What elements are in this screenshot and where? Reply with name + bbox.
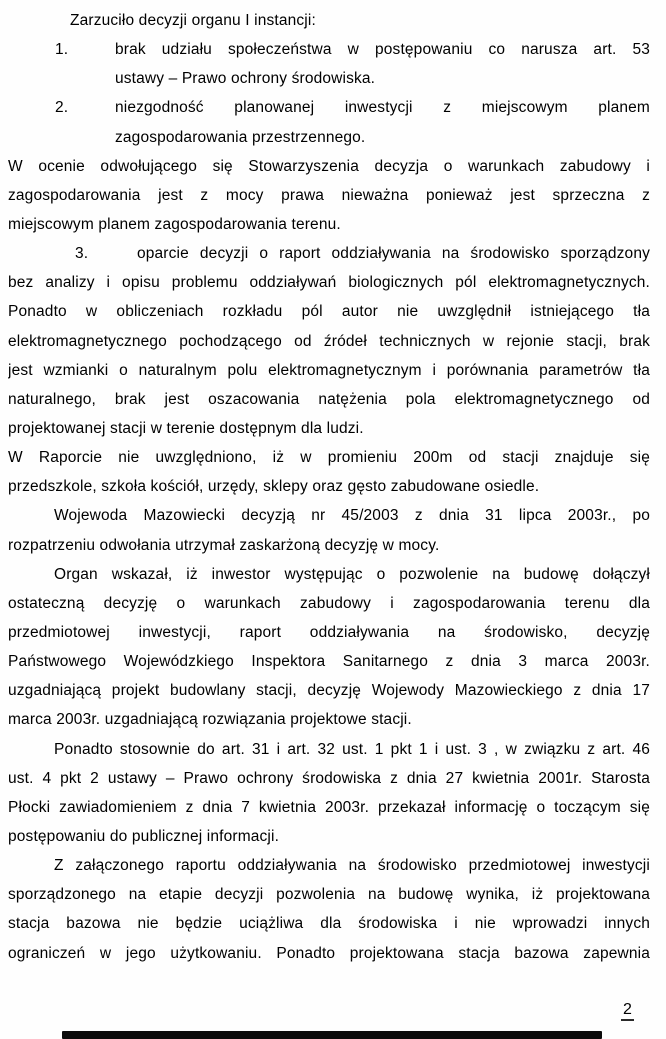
line-text: Zarzuciło decyzji organu I instancji: <box>70 12 316 29</box>
text-line <box>8 618 650 647</box>
line-text: naturalnego, brak jest oszacowania natężenia pola elektromagnetycznego od <box>8 390 650 408</box>
line-text: oparcie decyzji o raport oddziaływania na środowisko sporządzony <box>137 245 650 263</box>
text-line <box>8 268 650 297</box>
text-line <box>8 443 650 472</box>
line-text: projektowanej stacji w terenie dostępnym dla ludzi. <box>8 419 364 437</box>
text-line <box>8 764 650 793</box>
line-text: przedmiotowej inwestycji, raport oddziaływania na środowisko, decyzję <box>8 623 650 641</box>
line-text: brak udziału społeczeństwa w postępowaniu co narusza art. 53 <box>115 41 650 59</box>
text-line <box>8 123 650 152</box>
text-line <box>8 297 650 326</box>
text-line <box>8 64 650 93</box>
line-text: Organ wskazał, iż inwestor występując o pozwolenie na budowę dołączył <box>54 565 650 583</box>
text-line <box>8 152 650 181</box>
text-line <box>8 735 650 764</box>
list-item-line <box>8 93 650 122</box>
line-text: Ponadto w obliczeniach rozkładu pól autor nie uwzględnił istniejącego tła <box>8 303 650 321</box>
line-text: bez analizy i opisu problemu oddziaływań biologicznych pól elektromagnetycznych. <box>8 274 650 292</box>
text-line <box>8 705 650 734</box>
line-text: przedszkole, szkoła kościół, urzędy, sklepy oraz gęsto zabudowane osiedle. <box>8 478 540 496</box>
scan-edge-artifact <box>62 1031 602 1039</box>
line-text: jest wzmianki o naturalnym polu elektromagnetycznym i porównania parametrów tła <box>8 361 650 379</box>
line-text: miejscowym planem zagospodarowania terenu. <box>8 215 341 233</box>
line-text: elektromagnetycznego pochodzącego od źródeł technicznych w rejonie stacji, brak <box>8 332 650 350</box>
line-text: Z załączonego raportu oddziaływania na środowisko przedmiotowej inwestycji <box>54 857 650 875</box>
line-text: ust. 4 pkt 2 ustawy – Prawo ochrony środowiska z dnia 27 kwietnia 2001r. Starosta <box>8 769 650 787</box>
text-line <box>8 181 650 210</box>
line-text: Ponadto stosownie do art. 31 i art. 32 ust. 1 pkt 1 i ust. 3 , w związku z art. 46 <box>54 740 650 758</box>
text-line <box>8 6 650 35</box>
text-line <box>8 327 650 356</box>
list-marker: 2. <box>55 99 69 117</box>
text-line <box>8 356 650 385</box>
text-line <box>8 851 650 880</box>
text-line <box>8 560 650 589</box>
list-marker: 1. <box>55 41 69 59</box>
document-body <box>8 6 650 968</box>
text-line <box>8 210 650 239</box>
line-text: postępowaniu do publicznej informacji. <box>8 827 280 845</box>
text-line <box>8 676 650 705</box>
text-line <box>8 414 650 443</box>
page-number: 2 <box>621 1002 634 1021</box>
line-text: rozpatrzeniu odwołania utrzymał zaskarżoną decyzję w mocy. <box>8 536 440 554</box>
text-line <box>8 793 650 822</box>
line-text: sporządzonego na etapie decyzji pozwolenia na budowę wynika, iż projektowana <box>8 886 650 904</box>
line-text: stacja bazowa nie będzie uciążliwa dla środowiska i nie wprowadzi innych <box>8 915 650 933</box>
text-line <box>8 589 650 618</box>
line-text: W Raporcie nie uwzględniono, iż w promieniu 200m od stacji znajduje się <box>8 449 650 467</box>
text-line <box>8 531 650 560</box>
text-line <box>8 472 650 501</box>
line-text: zagospodarowania jest z mocy prawa nieważna ponieważ jest sprzeczna z <box>8 186 650 204</box>
line-text: ostateczną decyzję o warunkach zabudowy i zagospodarowania terenu dla <box>8 594 650 612</box>
list-marker: 3. <box>75 245 89 263</box>
list-item-line <box>8 35 650 64</box>
line-text: zagospodarowania przestrzennego. <box>115 128 366 146</box>
line-text: W ocenie odwołującego się Stowarzyszenia decyzja o warunkach zabudowy i <box>8 157 650 175</box>
text-line <box>8 822 650 851</box>
line-text: uzgadniającą projekt budowlany stacji, decyzję Wojewody Mazowieckiego z dnia 17 <box>8 682 650 700</box>
line-text: niezgodność planowanej inwestycji z miejscowym planem <box>115 99 650 117</box>
line-text: Wojewoda Mazowiecki decyzją nr 45/2003 z dnia 31 lipca 2003r., po <box>54 507 650 525</box>
text-line <box>8 880 650 909</box>
list-item-line <box>8 239 650 268</box>
text-line <box>8 501 650 530</box>
text-line <box>8 909 650 938</box>
text-line <box>8 939 650 968</box>
line-text: Państwowego Wojewódzkiego Inspektora Sanitarnego z dnia 3 marca 2003r. <box>8 653 650 671</box>
line-text: ustawy – Prawo ochrony środowiska. <box>115 70 376 88</box>
text-line <box>8 385 650 414</box>
text-line <box>8 647 650 676</box>
line-text: marca 2003r. uzgadniającą rozwiązania projektowe stacji. <box>8 711 412 729</box>
line-text: Płocki zawiadomieniem z dnia 7 kwietnia 2003r. przekazał informację o toczącym się <box>8 798 650 816</box>
line-text: ograniczeń w jego użytkowaniu. Ponadto projektowana stacja bazowa zapewnia <box>8 944 650 962</box>
